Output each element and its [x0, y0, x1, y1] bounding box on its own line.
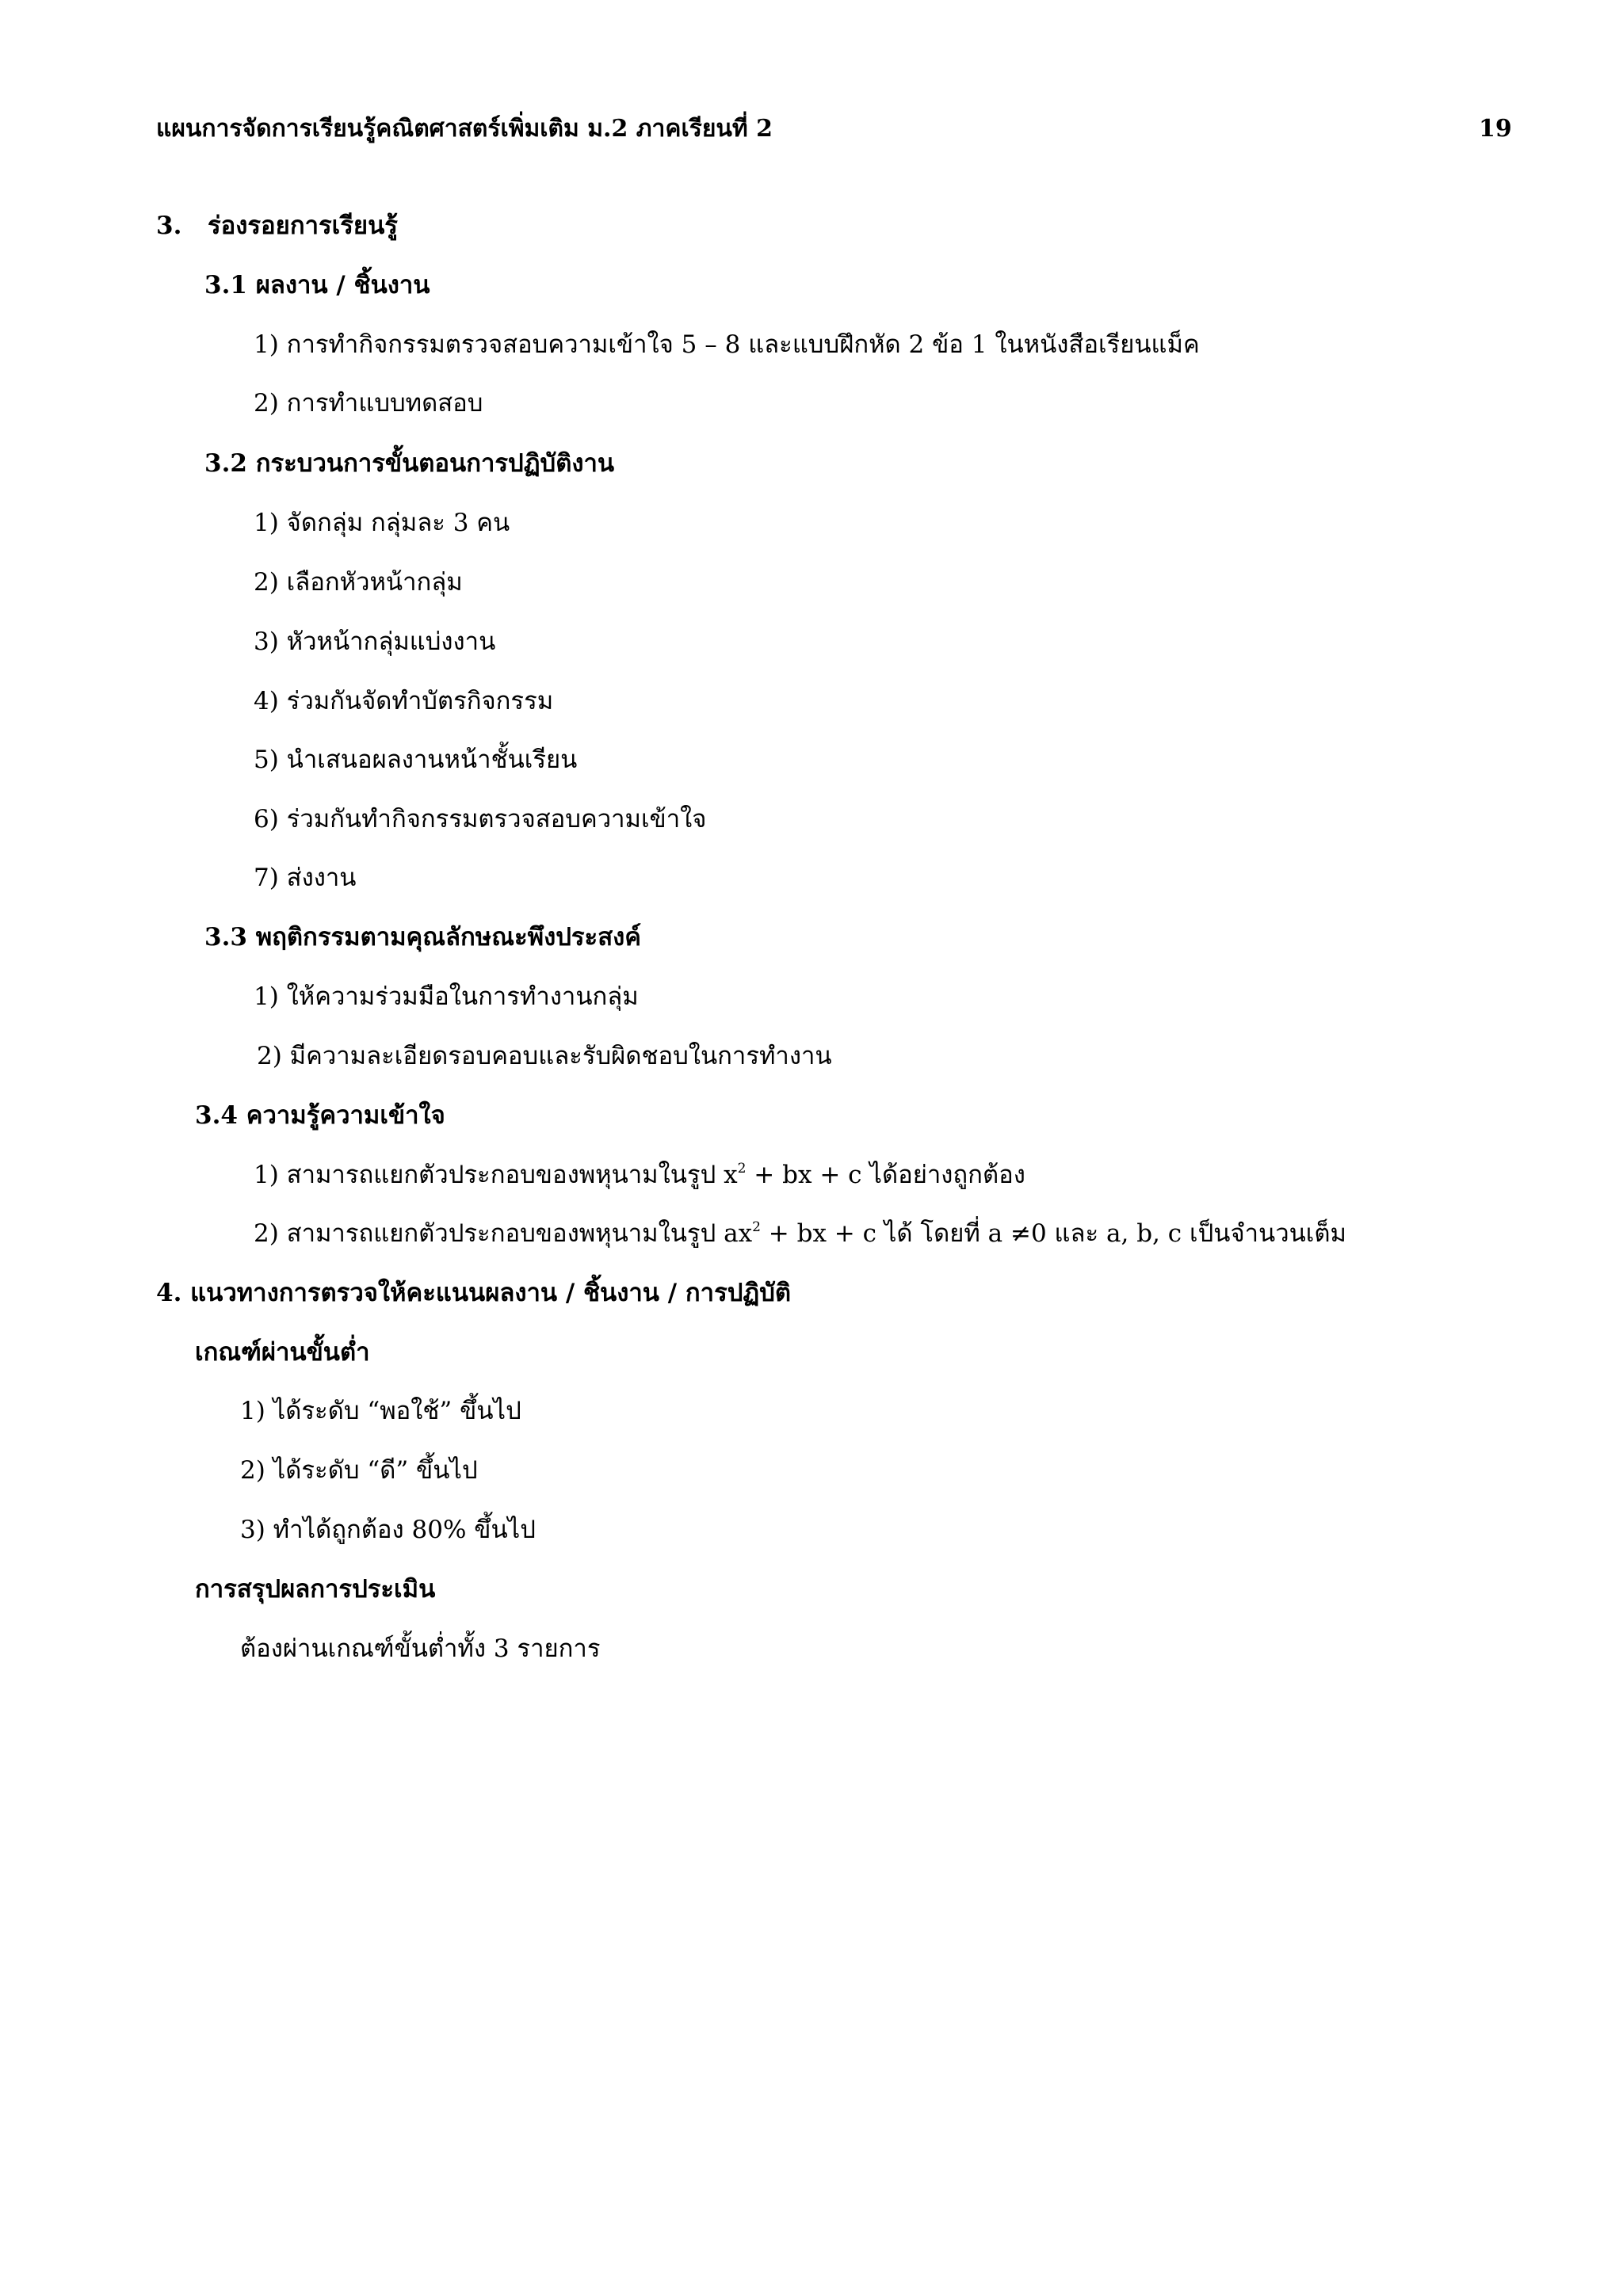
section-3-2-title: 3.2 กระบวนการขั้นตอนการปฏิบัติงาน	[204, 449, 615, 478]
list-item: 7) ส่งงาน	[254, 864, 357, 892]
list-item: 5) นำเสนอผลงานหน้าชั้นเรียน	[254, 746, 578, 774]
list-item: 3) ทำได้ถูกต้อง 80% ขึ้นไป	[240, 1516, 536, 1544]
item-text: + bx + c ได้อย่างถูกต้อง	[746, 1161, 1025, 1189]
list-item: 1) ให้ความร่วมมือในการทำงานกลุ่ม	[254, 982, 639, 1011]
list-item: 1) ได้ระดับ “พอใช้” ขึ้นไป	[240, 1397, 521, 1425]
section-3-3-title: 3.3 พฤติกรรมตามคุณลักษณะพึงประสงค์	[204, 923, 641, 952]
summary-text: ต้องผ่านเกณฑ์ขั้นต่ำทั้ง 3 รายการ	[240, 1634, 601, 1663]
list-item	[254, 1163, 1025, 1188]
list-item: 1) การทำกิจกรรมตรวจสอบความเข้าใจ 5 – 8 และแบบฝึกหัด 2 ข้อ 1 ในหนังสือเรียนแม็ค	[254, 330, 1200, 359]
list-item: 1) จัดกลุ่ม กลุ่มละ 3 คน	[254, 509, 510, 537]
section-4-title: 4. แนวทางการตรวจให้คะแนนผลงาน / ชิ้นงาน / การปฏิบัติ	[156, 1279, 792, 1307]
criteria-title: เกณฑ์ผ่านขั้นต่ำ	[195, 1338, 370, 1367]
list-item: 2) การทำแบบทดสอบ	[254, 389, 483, 418]
list-item	[254, 1219, 1346, 1248]
list-item: 4) ร่วมกันจัดทำบัตรกิจกรรม	[254, 687, 554, 715]
item-text: + bx + c ได้ โดยที่ a ≠0 และ a, b, c เป็นจำนวนเต็ม	[760, 1219, 1346, 1248]
list-item: 2) เลือกหัวหน้ากลุ่ม	[254, 568, 463, 597]
section-3-number: 3.	[156, 212, 182, 240]
list-item: 3) หัวหน้ากลุ่มแบ่งงาน	[254, 627, 496, 656]
item-text: 2) สามารถแยกตัวประกอบของพหุนามในรูป ax	[254, 1219, 753, 1248]
summary-title: การสรุปผลการประเมิน	[195, 1575, 436, 1604]
list-item: 6) ร่วมกันทำกิจกรรมตรวจสอบความเข้าใจ	[254, 805, 707, 833]
item-text: 1) สามารถแยกตัวประกอบของพหุนามในรูป x	[254, 1161, 738, 1189]
exponent: 2	[737, 1161, 747, 1177]
page-number: 19	[1479, 115, 1512, 143]
exponent: 2	[752, 1219, 761, 1236]
list-item: 2) มีความละเอียดรอบคอบและรับผิดชอบในการทำงาน	[257, 1042, 832, 1070]
section-3-1-title: 3.1 ผลงาน / ชิ้นงาน	[204, 271, 430, 299]
section-3-title: ร่องรอยการเรียนรู้	[208, 212, 398, 240]
section-3-4-title: 3.4 ความรู้ความเข้าใจ	[195, 1101, 445, 1130]
header-title: แผนการจัดการเรียนรู้คณิตศาสตร์เพิ่มเติม ม.2 ภาคเรียนที่ 2	[156, 115, 773, 143]
list-item: 2) ได้ระดับ “ดี” ขึ้นไป	[240, 1456, 478, 1485]
